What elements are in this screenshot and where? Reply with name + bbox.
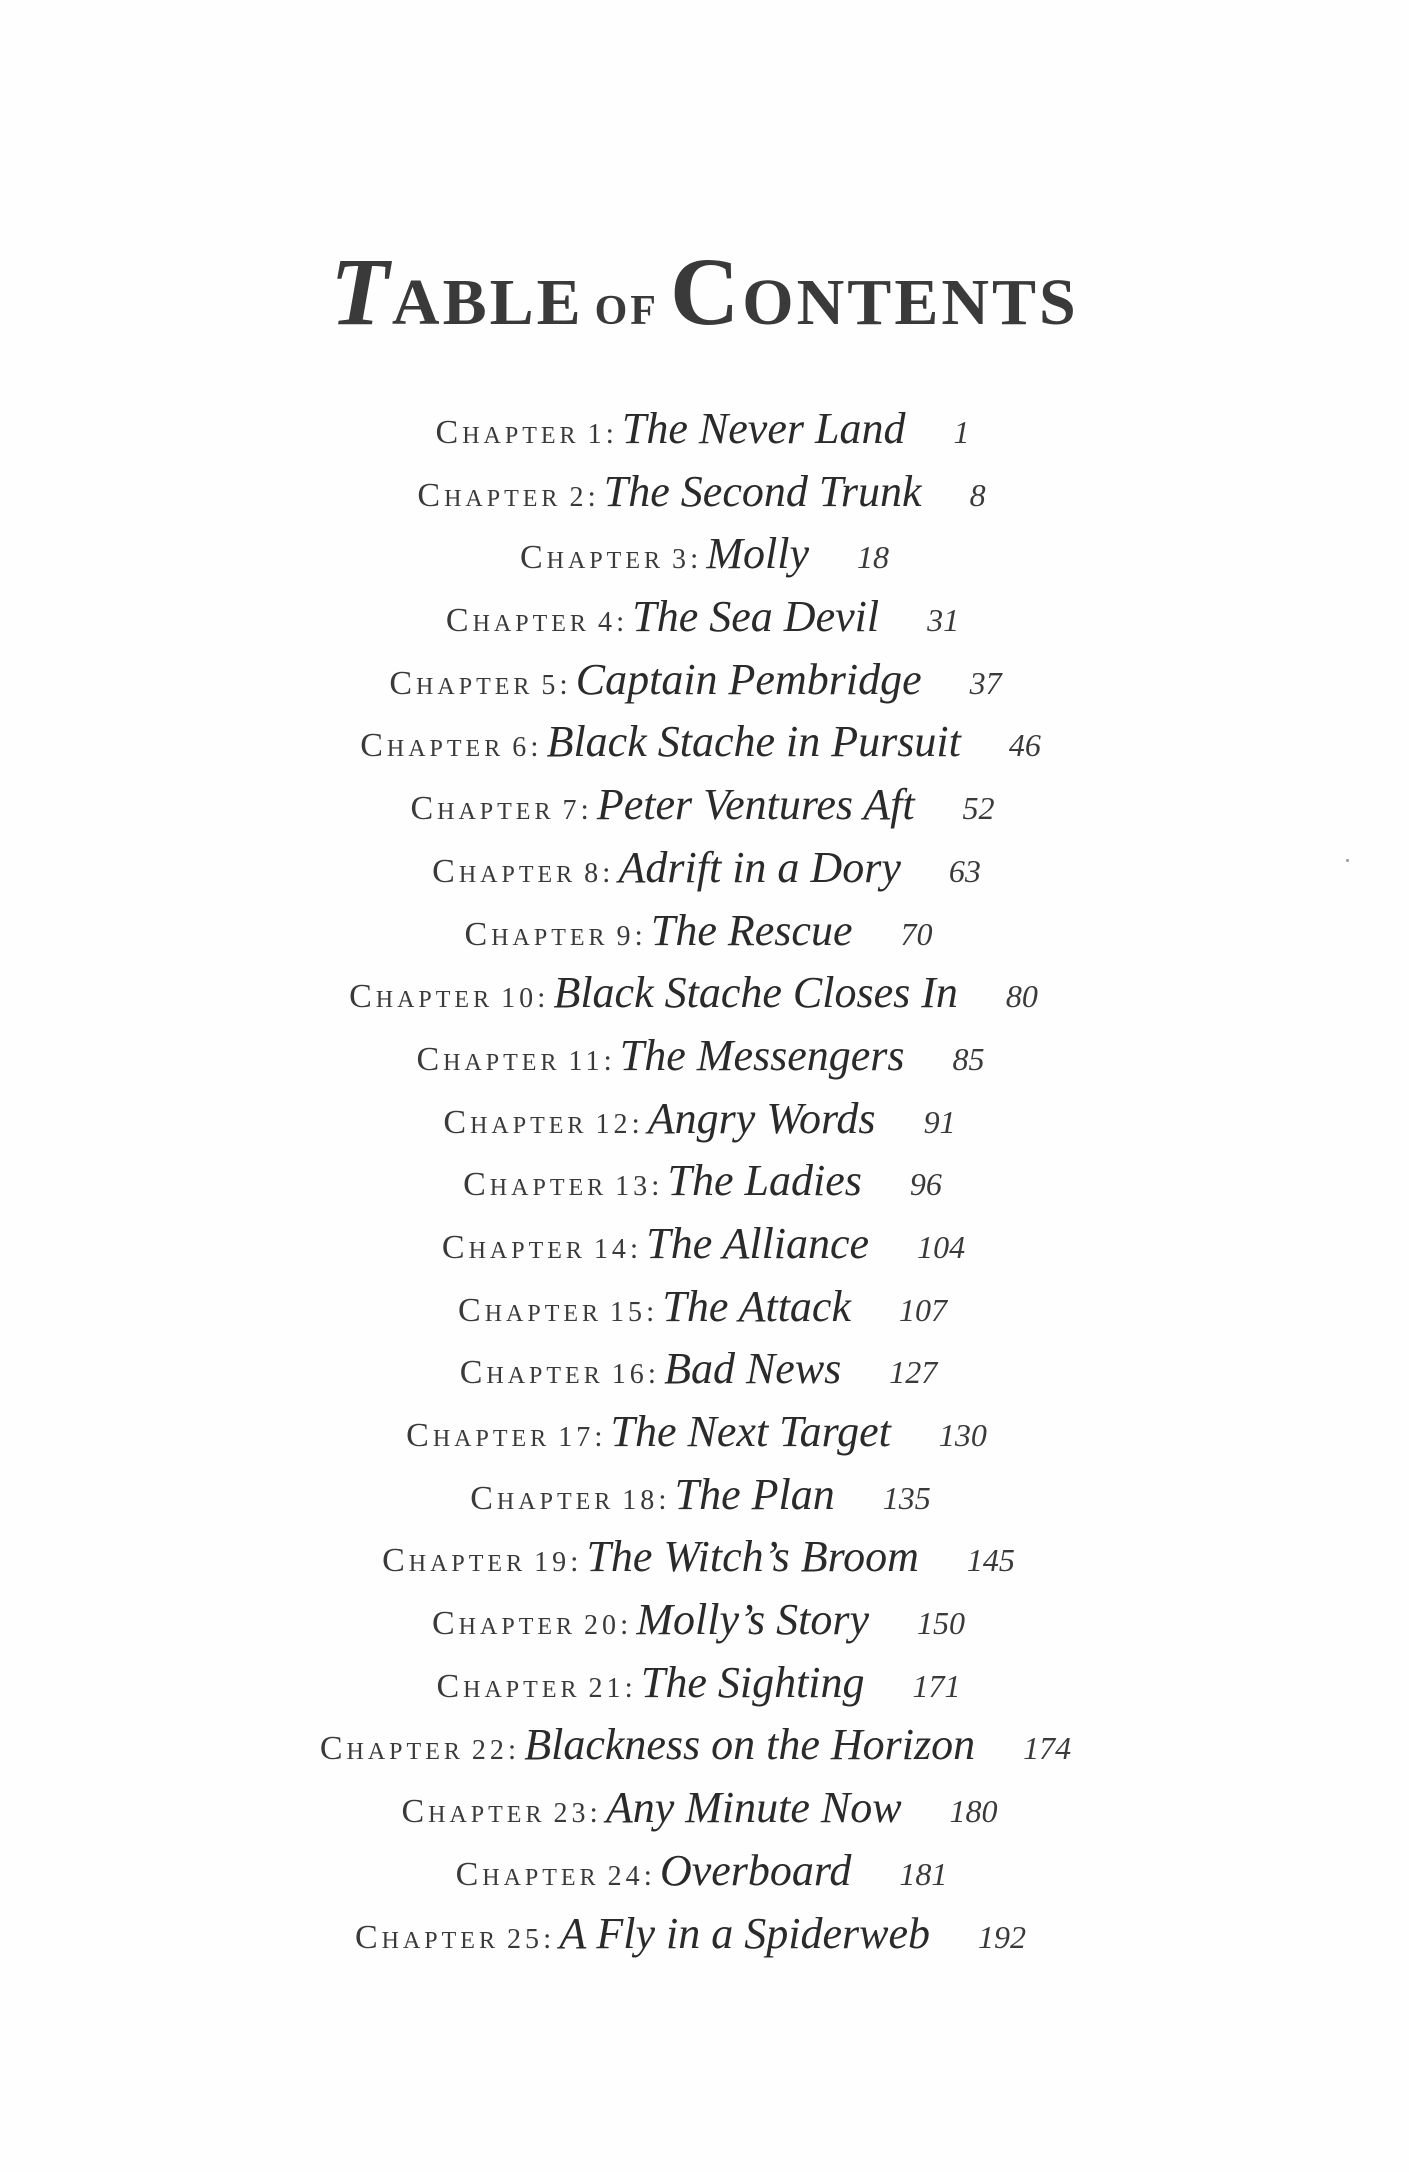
chapter-page-number: 180 — [949, 1793, 998, 1830]
chapter-word: Chapter — [455, 1855, 600, 1893]
chapter-separator: : — [570, 1545, 579, 1579]
chapter-title: Any Minute Now — [605, 1783, 902, 1833]
chapter-page-number: 63 — [948, 852, 981, 889]
chapter-title: Bad News — [664, 1344, 842, 1394]
toc-entry[interactable] — [0, 1213, 1408, 1276]
chapter-number: 9 — [616, 920, 635, 952]
chapter-separator: : — [537, 981, 546, 1015]
paper-speck — [1346, 859, 1349, 862]
toc-entry[interactable] — [0, 1150, 1407, 1213]
chapter-number: 17 — [558, 1422, 595, 1453]
chapter-word: Chapter — [382, 1542, 527, 1580]
chapter-page-number: 150 — [917, 1605, 965, 1642]
chapter-word: Chapter — [360, 727, 505, 765]
chapter-word: Chapter — [354, 1918, 499, 1956]
chapter-title: The Next Target — [610, 1407, 891, 1456]
chapter-page-number: 31 — [927, 602, 960, 639]
chapter-page-number: 80 — [1005, 978, 1038, 1015]
toc-entry[interactable] — [0, 1401, 1401, 1464]
chapter-separator: : — [624, 1670, 633, 1704]
chapter-number: 18 — [622, 1484, 659, 1516]
chapter-title: Captain Pembridge — [575, 654, 922, 704]
chapter-word: Chapter — [458, 1291, 603, 1329]
chapter-title: Molly’s Story — [636, 1595, 869, 1645]
title-word-of: OF — [594, 288, 659, 335]
toc-entry[interactable] — [0, 398, 1407, 461]
title-word-contents-rest: ONTENTS — [742, 266, 1079, 340]
title-initial-letter: T — [330, 238, 392, 346]
chapter-page-number: 37 — [969, 664, 1002, 701]
chapter-title: The Messengers — [619, 1030, 905, 1080]
toc-entry[interactable] — [0, 900, 1403, 963]
chapter-separator: : — [530, 730, 539, 764]
chapter-separator: : — [646, 1294, 655, 1328]
chapter-number: 10 — [501, 983, 538, 1015]
chapter-separator: : — [620, 1608, 629, 1642]
chapter-page-number: 91 — [923, 1103, 956, 1140]
chapter-title: Blackness on the Horizon — [524, 1720, 976, 1770]
chapter-page-number: 130 — [938, 1417, 987, 1453]
chapter-word: Chapter — [319, 1730, 464, 1768]
chapter-word: Chapter — [435, 414, 580, 451]
chapter-number: 3 — [672, 544, 691, 576]
toc-entry[interactable] — [0, 523, 1409, 586]
chapter-title: Adrift in a Dory — [618, 842, 901, 892]
toc-entry[interactable] — [0, 1840, 1406, 1903]
chapter-word: Chapter — [519, 539, 665, 577]
chapter-page-number: 107 — [898, 1291, 947, 1328]
chapter-separator: : — [587, 479, 596, 513]
chapter-number: 25 — [506, 1923, 543, 1955]
chapter-separator: : — [589, 1796, 598, 1830]
chapter-title: Black Stache in Pursuit — [546, 717, 961, 767]
chapter-word: Chapter — [443, 1103, 588, 1141]
chapter-word: Chapter — [459, 1354, 604, 1392]
chapter-separator: : — [594, 1420, 603, 1453]
chapter-separator: : — [615, 605, 625, 639]
chapter-word: Chapter — [441, 1228, 586, 1266]
table-of-contents-list — [0, 398, 1409, 1965]
chapter-title: The Witch’s Broom — [586, 1532, 919, 1582]
chapter-page-number: 52 — [962, 790, 995, 827]
toc-entry[interactable] — [0, 1464, 1405, 1527]
chapter-separator: : — [605, 417, 614, 450]
toc-entry[interactable] — [0, 774, 1407, 837]
chapter-number: 14 — [593, 1233, 630, 1265]
chapter-separator: : — [647, 1357, 657, 1391]
chapter-page-number: 174 — [1023, 1730, 1072, 1767]
toc-entry[interactable] — [0, 1088, 1404, 1151]
toc-entry[interactable] — [0, 1777, 1404, 1840]
chapter-number: 15 — [610, 1296, 647, 1328]
chapter-title: Angry Words — [647, 1093, 876, 1143]
chapter-page-number: 85 — [952, 1040, 985, 1077]
chapter-word: Chapter — [417, 476, 562, 514]
chapter-number: 11 — [568, 1045, 604, 1077]
chapter-title: The Sighting — [640, 1657, 865, 1707]
chapter-page-number: 1 — [953, 414, 970, 450]
chapter-word: Chapter — [406, 1417, 551, 1454]
chapter-number: 19 — [534, 1547, 571, 1579]
chapter-title: Molly — [706, 529, 809, 579]
chapter-number: 24 — [607, 1860, 644, 1892]
chapter-title: Overboard — [659, 1845, 852, 1895]
chapter-word: Chapter — [436, 1667, 581, 1705]
chapter-number: 23 — [553, 1798, 590, 1830]
chapter-number: 16 — [611, 1359, 648, 1391]
chapter-number: 4 — [597, 607, 616, 639]
chapter-title: Peter Ventures Aft — [596, 780, 915, 830]
chapter-title: The Second Trunk — [603, 466, 922, 516]
chapter-title: The Sea Devil — [632, 592, 880, 642]
toc-entry[interactable] — [0, 1589, 1403, 1652]
chapter-word: Chapter — [416, 1040, 561, 1078]
chapter-page-number: 145 — [966, 1542, 1015, 1579]
toc-entry[interactable] — [0, 962, 1398, 1025]
chapter-separator: : — [651, 1169, 660, 1203]
toc-entry[interactable] — [0, 711, 1405, 774]
chapter-page-number: 192 — [978, 1918, 1027, 1955]
chapter-separator: : — [690, 542, 699, 576]
chapter-separator: : — [631, 1106, 640, 1140]
chapter-page-number: 104 — [917, 1228, 966, 1265]
chapter-number: 13 — [615, 1171, 652, 1203]
chapter-page-number: 8 — [969, 476, 986, 513]
chapter-number: 5 — [541, 669, 560, 701]
chapter-page-number: 127 — [889, 1354, 938, 1391]
chapter-separator: : — [507, 1733, 517, 1767]
chapter-number: 1 — [587, 419, 606, 450]
chapter-title: The Alliance — [646, 1218, 870, 1268]
chapter-separator: : — [643, 1858, 652, 1892]
chapter-word: Chapter — [401, 1793, 546, 1831]
title-word-table-rest: ABLE — [391, 266, 584, 340]
toc-entry[interactable] — [0, 461, 1406, 524]
chapter-word: Chapter — [349, 978, 494, 1016]
chapter-number: 2 — [569, 481, 588, 513]
chapter-number: 22 — [471, 1735, 508, 1767]
chapter-separator: : — [658, 1482, 667, 1516]
toc-entry[interactable] — [0, 1652, 1403, 1715]
chapter-page-number: 171 — [912, 1667, 961, 1704]
chapter-title: Black Stache Closes In — [553, 968, 958, 1018]
chapter-word: Chapter — [432, 852, 577, 890]
chapter-separator: : — [602, 855, 611, 889]
chapter-page-number: 96 — [909, 1166, 942, 1203]
chapter-number: 8 — [584, 857, 603, 889]
chapter-separator: : — [559, 667, 568, 701]
chapter-word: Chapter — [464, 915, 609, 953]
chapter-word: Chapter — [470, 1479, 615, 1517]
chapter-word: Chapter — [445, 602, 590, 640]
chapter-page-number: 181 — [899, 1855, 948, 1892]
chapter-number: 21 — [588, 1672, 625, 1704]
chapter-title: A Fly in a Spiderweb — [559, 1908, 931, 1958]
title-word-contents-initial: C — [669, 238, 743, 346]
chapter-number: 7 — [562, 795, 581, 827]
chapter-page-number: 18 — [857, 539, 889, 576]
toc-entry[interactable] — [0, 1276, 1407, 1339]
chapter-number: 6 — [512, 732, 531, 764]
chapter-number: 20 — [584, 1610, 621, 1642]
toc-entry[interactable] — [0, 1338, 1403, 1401]
chapter-separator: : — [634, 918, 643, 952]
chapter-page-number: 135 — [882, 1479, 931, 1516]
chapter-separator: : — [629, 1231, 639, 1265]
toc-entry[interactable] — [0, 1903, 1395, 1966]
chapter-title: The Never Land — [621, 404, 906, 453]
chapter-word: Chapter — [410, 790, 555, 828]
chapter-word: Chapter — [389, 664, 534, 702]
toc-entry[interactable] — [0, 1526, 1403, 1589]
toc-entry[interactable] — [0, 1025, 1405, 1088]
chapter-title: The Rescue — [650, 905, 853, 955]
chapter-separator: : — [603, 1043, 612, 1077]
chapter-title: The Attack — [662, 1281, 851, 1331]
toc-entry[interactable] — [0, 586, 1407, 649]
toc-entry[interactable] — [0, 1714, 1400, 1777]
chapter-title: The Plan — [674, 1469, 835, 1519]
chapter-word: Chapter — [463, 1166, 608, 1204]
toc-entry[interactable] — [2, 837, 1409, 900]
chapter-page-number: 70 — [900, 915, 933, 952]
chapter-number: 12 — [595, 1108, 632, 1140]
chapter-page-number: 46 — [1008, 727, 1041, 764]
chapter-word: Chapter — [432, 1605, 577, 1643]
chapter-separator: : — [542, 1921, 552, 1955]
chapter-title: The Ladies — [667, 1156, 862, 1206]
chapter-separator: : — [580, 793, 589, 827]
toc-entry[interactable] — [0, 649, 1400, 712]
page-title — [0, 236, 1409, 347]
